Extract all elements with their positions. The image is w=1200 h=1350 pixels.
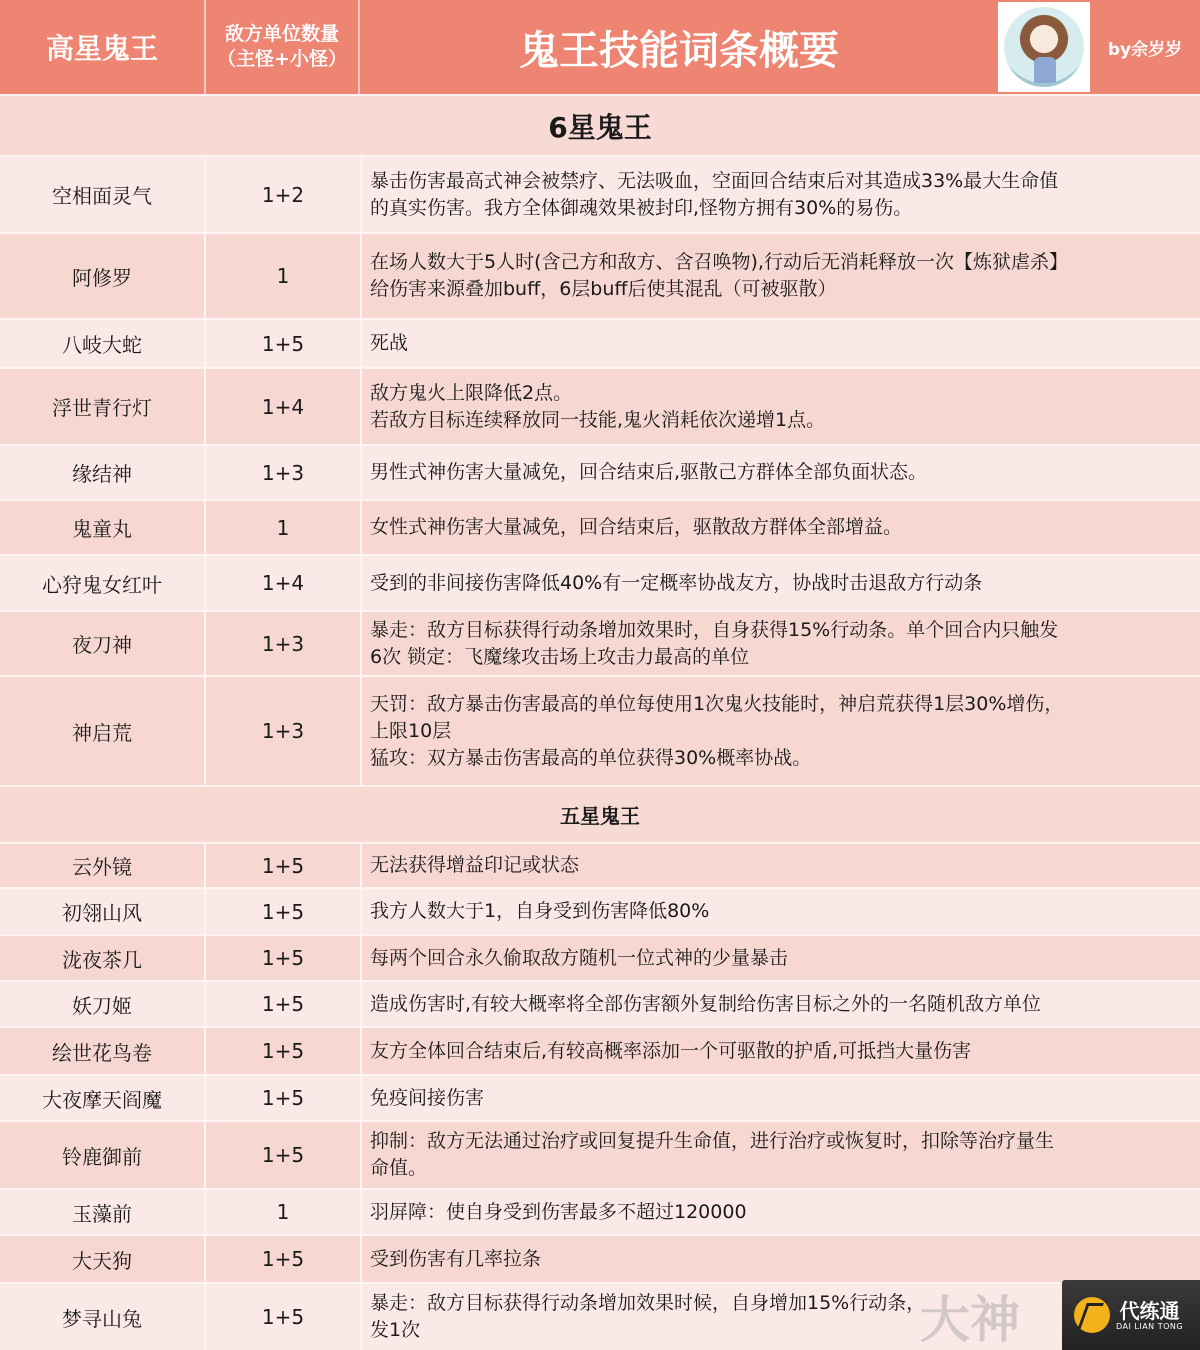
table-row [0, 675, 1200, 785]
boss-name: 泷夜茶几 [0, 936, 206, 980]
description-line: 男性式神伤害大量减免，回合结束后,驱散己方群体全部负面状态。 [370, 461, 928, 483]
boss-name: 阿修罗 [0, 234, 206, 318]
table-row [0, 1120, 1200, 1188]
header-col-name: 高星鬼王 [0, 0, 206, 94]
boss-name: 大天狗 [0, 1236, 206, 1282]
watermark-brand-cn: 代练通 [1119, 1298, 1180, 1323]
table-row [0, 444, 1200, 499]
enemy-count: 1 [206, 234, 362, 318]
skill-description [362, 844, 1200, 887]
skill-description [362, 446, 1200, 499]
description-line: 我方人数大于1，自身受到伤害降低80% [370, 900, 710, 922]
description-line: 女性式神伤害大量减免，回合结束后，驱散敌方群体全部增益。 [370, 516, 903, 538]
description-line: 若敌方目标连续释放同一技能,鬼火消耗依次递增1点。 [370, 408, 826, 431]
header-col-count [206, 0, 360, 94]
skill-description [362, 501, 1200, 554]
table-row [0, 1234, 1200, 1282]
watermark-brand-en: DAI LIAN TONG [1116, 1321, 1184, 1331]
description-line: 发1次 [370, 1319, 421, 1341]
skill-description [362, 982, 1200, 1026]
table-header [0, 0, 1200, 94]
description-line: 天罚：敌方暴击伤害最高的单位每使用1次鬼火技能时，神启荒获得1层30%增伤， [370, 692, 1064, 715]
table-row [0, 232, 1200, 318]
boss-name: 空相面灵气 [0, 157, 206, 232]
header-col-count-line2: （主怪+小怪） [217, 48, 347, 70]
description-line: 死战 [370, 332, 409, 354]
enemy-count: 1+3 [206, 612, 362, 675]
description-line: 友方全体回合结束后,有较高概率添加一个可驱散的护盾,可抵挡大量伤害 [370, 1039, 972, 1062]
description-line: 敌方鬼火上限降低2点。 [370, 381, 573, 404]
watermark-ghost-text: 大神 [920, 1291, 1020, 1349]
description-line: 无法获得增益印记或状态 [370, 854, 580, 876]
skill-description [362, 1028, 1200, 1074]
description-line: 造成伤害时,有较大概率将全部伤害额外复制给伤害目标之外的一名随机敌方单位 [370, 992, 1042, 1015]
skill-description [362, 936, 1200, 980]
description-line: 每两个回合永久偷取敌方随机一位式神的少量暴击 [370, 946, 789, 969]
description-line: 给伤害来源叠加buff，6层buff后使其混乱（可被驱散） [370, 278, 837, 300]
table-row [0, 980, 1200, 1026]
enemy-count: 1+2 [206, 157, 362, 232]
boss-name: 梦寻山兔 [0, 1284, 206, 1350]
description-line: 猛攻：双方暴击伤害最高的单位获得30%概率协战。 [370, 746, 812, 769]
watermark-badge [1062, 1280, 1200, 1350]
boss-name: 玉藻前 [0, 1190, 206, 1234]
header-col-count-line1: 敌方单位数量 [224, 23, 339, 45]
enemy-count: 1+5 [206, 844, 362, 887]
enemy-count: 1+3 [206, 677, 362, 785]
skill-description [362, 369, 1200, 444]
skill-description [362, 556, 1200, 610]
skill-description [362, 234, 1200, 318]
boss-name: 云外镜 [0, 844, 206, 887]
enemy-count: 1+5 [206, 1028, 362, 1074]
skill-description [362, 612, 1200, 675]
boss-name: 绘世花鸟卷 [0, 1028, 206, 1074]
enemy-count: 1+5 [206, 1284, 362, 1350]
page-title: 鬼王技能词条概要 [519, 27, 839, 74]
table-row [0, 887, 1200, 934]
table-row [0, 842, 1200, 887]
description-line: 暴走：敌方目标获得行动条增加效果时候，自身增加15%行动条， [370, 1292, 926, 1314]
boss-name: 缘结神 [0, 446, 206, 499]
description-line: 暴击伤害最高式神会被禁疗、无法吸血，空面回合结束后对其造成33%最大生命值 [370, 169, 1059, 192]
avatar-illustration-icon [1004, 7, 1084, 87]
boss-name: 八岐大蛇 [0, 320, 206, 367]
table-row [0, 1074, 1200, 1120]
description-line: 的真实伤害。我方全体御魂效果被封印,怪物方拥有30%的易伤。 [370, 196, 913, 219]
table-row [0, 318, 1200, 367]
description-line: 在场人数大于5人时(含己方和敌方、含召唤物),行动后无消耗释放一次【炼狱虐杀】 [370, 251, 1068, 273]
description-line: 受到伤害有几率拉条 [370, 1247, 542, 1270]
boss-name: 初翎山风 [0, 889, 206, 934]
enemy-count: 1+5 [206, 1122, 362, 1188]
table-row [0, 610, 1200, 675]
description-line: 抑制：敌方无法通过治疗或回复提升生命值，进行治疗或恢复时，扣除等治疗量生 [370, 1130, 1055, 1152]
boss-name: 鬼童丸 [0, 501, 206, 554]
author-avatar [998, 2, 1090, 92]
enemy-count: 1+4 [206, 369, 362, 444]
enemy-count: 1+4 [206, 556, 362, 610]
enemy-count: 1+5 [206, 1076, 362, 1120]
boss-name: 妖刀姬 [0, 982, 206, 1026]
skill-description [362, 1076, 1200, 1120]
enemy-count: 1+5 [206, 982, 362, 1026]
skill-description [362, 1190, 1200, 1234]
table-row [0, 499, 1200, 554]
boss-name: 神启荒 [0, 677, 206, 785]
skill-description [362, 1236, 1200, 1282]
table-row [0, 1282, 1200, 1350]
section-header: 6星鬼王 [0, 94, 1200, 155]
table-row [0, 934, 1200, 980]
enemy-count: 1+5 [206, 1236, 362, 1282]
skill-description [362, 1122, 1200, 1188]
boss-name: 浮世青行灯 [0, 369, 206, 444]
table-row [0, 1026, 1200, 1074]
description-line: 命值。 [370, 1157, 428, 1179]
table-row [0, 554, 1200, 610]
enemy-count: 1+5 [206, 889, 362, 934]
dailiantong-logo-icon [1074, 1297, 1110, 1333]
description-line: 暴走：敌方目标获得行动条增加效果时，自身获得15%行动条。单个回合内只触发 [370, 618, 1059, 641]
table-row [0, 367, 1200, 444]
boss-name: 心狩鬼女红叶 [0, 556, 206, 610]
skill-description [362, 889, 1200, 934]
table-row [0, 1188, 1200, 1234]
enemy-count: 1+3 [206, 446, 362, 499]
description-line: 6次 锁定：飞魔缘攻击场上攻击力最高的单位 [370, 645, 750, 668]
description-line: 上限10层 [370, 719, 452, 742]
boss-name: 大夜摩天阎魔 [0, 1076, 206, 1120]
description-line: 免疫间接伤害 [370, 1086, 485, 1109]
section-header: 五星鬼王 [0, 785, 1200, 842]
skill-description [362, 157, 1200, 232]
enemy-count: 1 [206, 501, 362, 554]
enemy-count: 1+5 [206, 320, 362, 367]
skill-description [362, 677, 1200, 785]
description-line: 羽屏障：使自身受到伤害最多不超过120000 [370, 1200, 747, 1223]
enemy-count: 1 [206, 1190, 362, 1234]
boss-name: 铃鹿御前 [0, 1122, 206, 1188]
enemy-count: 1+5 [206, 936, 362, 980]
table-row [0, 155, 1200, 232]
skill-description [362, 320, 1200, 367]
description-line: 受到的非间接伤害降低40%有一定概率协战友方，协战时击退敌方行动条 [370, 571, 983, 594]
boss-name: 夜刀神 [0, 612, 206, 675]
author-credit: by余岁岁 [1107, 39, 1183, 60]
